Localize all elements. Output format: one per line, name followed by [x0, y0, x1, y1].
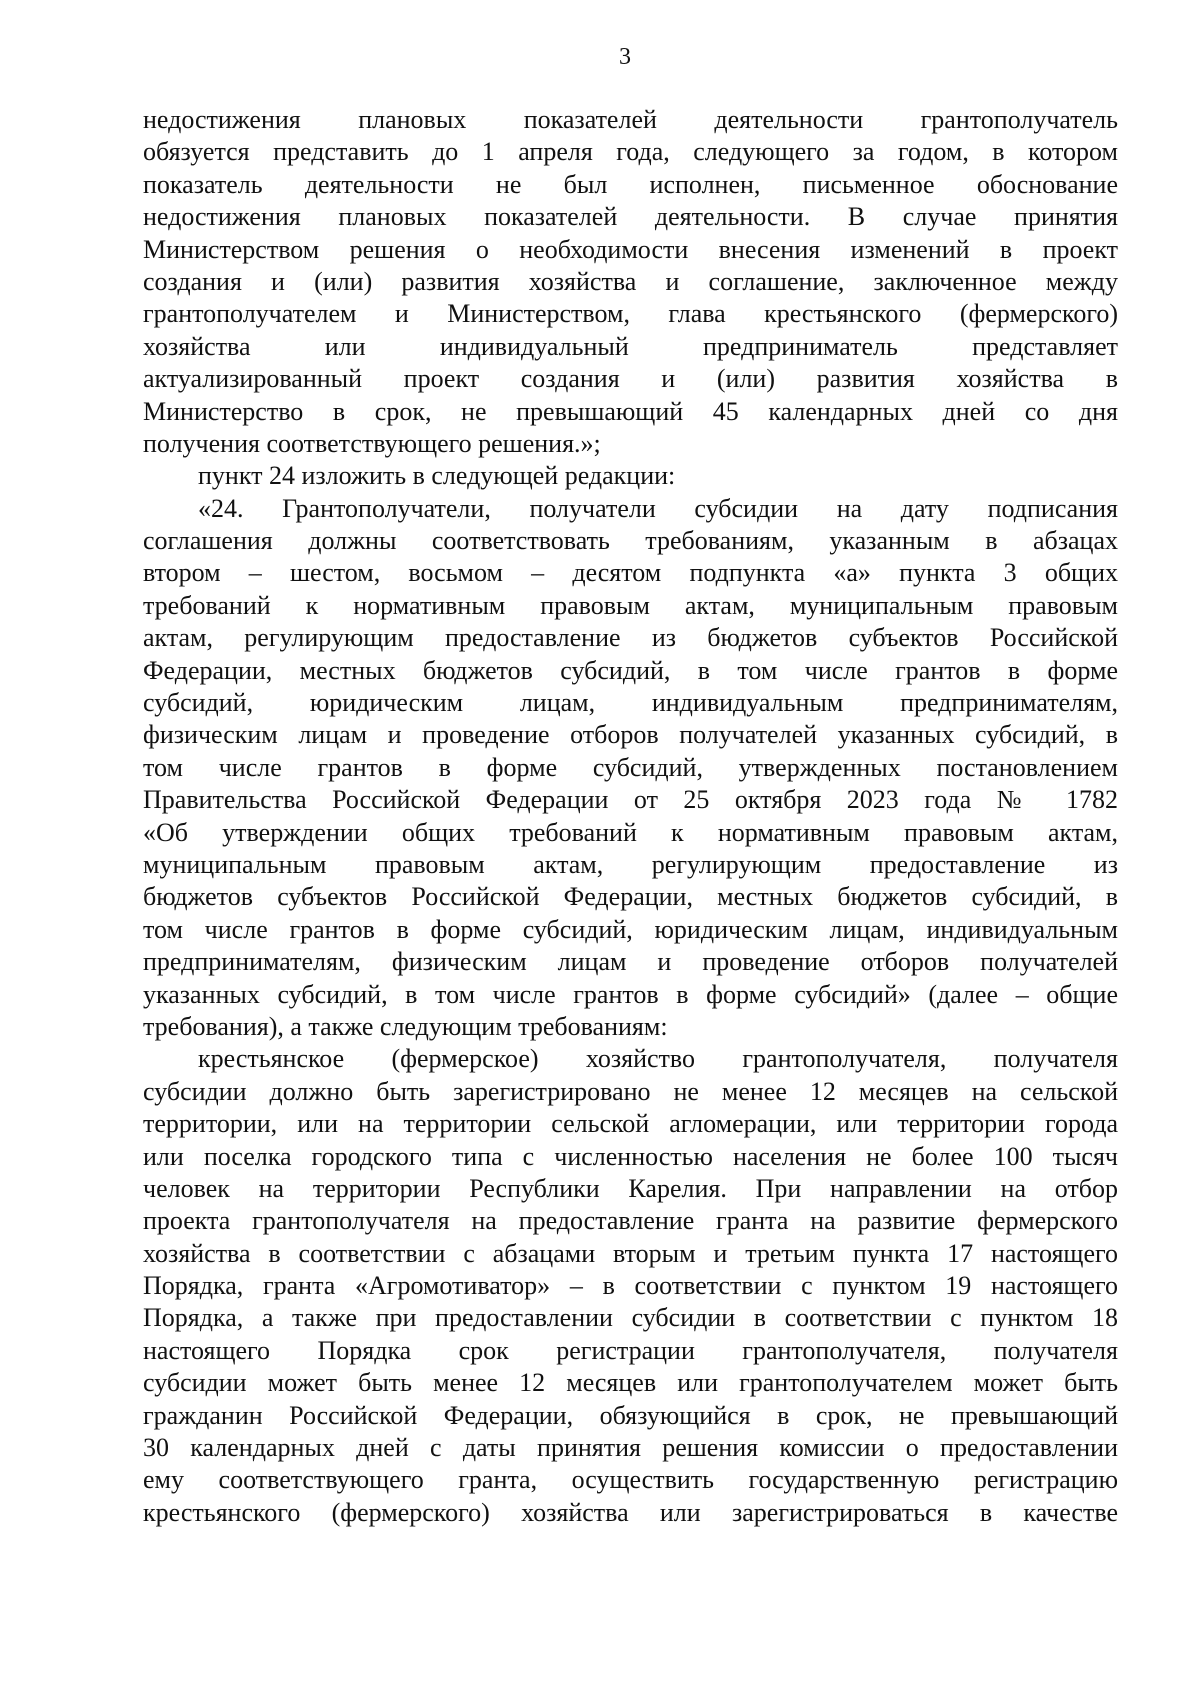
- text-line: требования), а также следующим требованиям:: [143, 1011, 668, 1041]
- text-line: соглашения должны соответствовать требованиям, указанным в абзацах: [143, 526, 1118, 556]
- text-line: территории, или на территории сельской агломерации, или территории города: [143, 1109, 1118, 1139]
- text-line: бюджетов субъектов Российской Федерации, местных бюджетов субсидий, в: [143, 882, 1118, 912]
- text-line: Министерство в срок, не превышающий 45 календарных дней со дня: [143, 396, 1118, 426]
- document-body: [143, 104, 1118, 1529]
- text-line: хозяйства или индивидуальный предприниматель представляет: [143, 331, 1118, 361]
- text-line: или поселка городского типа с численностью населения не более 100 тысяч: [143, 1141, 1118, 1171]
- text-line: грантополучателем и Министерством, глава крестьянского (фермерского): [143, 299, 1118, 329]
- text-line: Правительства Российской Федерации от 25 октября 2023 года № 1782: [143, 785, 1118, 815]
- text-line: Федерации, местных бюджетов субсидий, в том числе грантов в форме: [143, 655, 1118, 685]
- text-line: физическим лицам и проведение отборов получателей указанных субсидий, в: [143, 720, 1118, 750]
- text-line: получения соответствующего решения.»;: [143, 428, 601, 458]
- page-number: 3: [619, 44, 631, 70]
- text-line: проекта грантополучателя на предоставление гранта на развитие фермерского: [143, 1206, 1118, 1236]
- text-line: пункт 24 изложить в следующей редакции:: [198, 461, 676, 491]
- text-line: обязуется представить до 1 апреля года, следующего за годом, в котором: [143, 137, 1118, 167]
- text-line: недостижения плановых показателей деятельности. В случае принятия: [143, 202, 1118, 232]
- text-line: муниципальным правовым актам, регулирующим предоставление из: [143, 849, 1118, 879]
- text-line: показатель деятельности не был исполнен, письменное обоснование: [143, 169, 1118, 199]
- text-line: требований к нормативным правовым актам, муниципальным правовым: [143, 590, 1118, 620]
- text-line: 30 календарных дней с даты принятия решения комиссии о предоставлении: [143, 1433, 1118, 1463]
- text-line: том числе грантов в форме субсидий, юридическим лицам, индивидуальным: [143, 914, 1118, 944]
- text-line: «24. Грантополучатели, получатели субсидии на дату подписания: [198, 493, 1118, 523]
- text-line: том числе грантов в форме субсидий, утвержденных постановлением: [143, 752, 1118, 782]
- text-line: крестьянского (фермерского) хозяйства или зарегистрироваться в качестве: [143, 1497, 1118, 1527]
- text-line: указанных субсидий, в том числе грантов в форме субсидий» (далее – общие: [143, 979, 1118, 1009]
- text-line: создания и (или) развития хозяйства и соглашение, заключенное между: [143, 266, 1118, 296]
- text-line: актуализированный проект создания и (или) развития хозяйства в: [143, 364, 1118, 394]
- text-line: предпринимателям, физическим лицам и проведение отборов получателей: [143, 947, 1118, 977]
- text-line: субсидии должно быть зарегистрировано не менее 12 месяцев на сельской: [143, 1076, 1118, 1106]
- text-line: субсидий, юридическим лицам, индивидуальным предпринимателям,: [143, 688, 1118, 718]
- text-line: настоящего Порядка срок регистрации грантополучателя, получателя: [143, 1335, 1118, 1365]
- text-line: втором – шестом, восьмом – десятом подпункта «а» пункта 3 общих: [143, 558, 1118, 588]
- text-line: Порядка, а также при предоставлении субсидии в соответствии с пунктом 18: [143, 1303, 1118, 1333]
- text-line: Министерством решения о необходимости внесения изменений в проект: [143, 234, 1118, 264]
- text-line: хозяйства в соответствии с абзацами вторым и третьим пункта 17 настоящего: [143, 1238, 1118, 1268]
- text-line: человек на территории Республики Карелия. При направлении на отбор: [143, 1173, 1118, 1203]
- text-line: Порядка, гранта «Агромотиватор» – в соответствии с пунктом 19 настоящего: [143, 1271, 1118, 1301]
- text-line: недостижения плановых показателей деятельности грантополучатель: [143, 105, 1118, 134]
- text-line: гражданин Российской Федерации, обязующийся в срок, не превышающий: [143, 1400, 1118, 1430]
- text-line: крестьянское (фермерское) хозяйство грантополучателя, получателя: [198, 1044, 1118, 1074]
- text-line: «Об утверждении общих требований к нормативным правовым актам,: [143, 817, 1118, 847]
- text-line: актам, регулирующим предоставление из бюджетов субъектов Российской: [143, 623, 1118, 653]
- text-line: субсидии может быть менее 12 месяцев или грантополучателем может быть: [143, 1368, 1118, 1398]
- text-line: ему соответствующего гранта, осуществить государственную регистрацию: [143, 1465, 1118, 1495]
